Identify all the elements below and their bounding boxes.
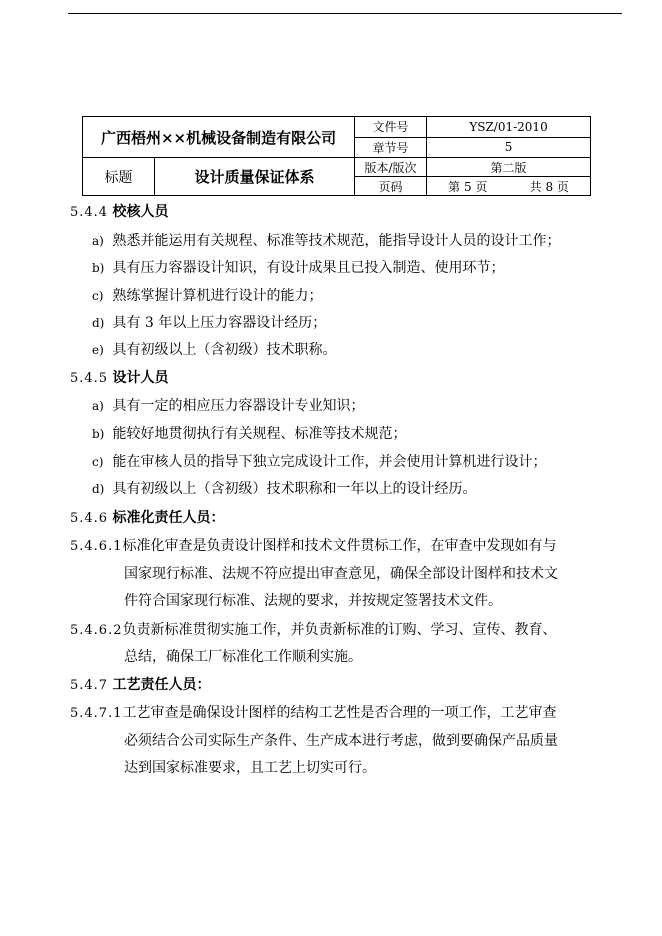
section-heading <box>70 368 169 389</box>
section-heading <box>70 508 225 529</box>
list-item: b) 能较好地贯彻执行有关规程、标准等技术规范； <box>92 426 407 442</box>
section-number: 5.4.6 <box>70 511 109 526</box>
page-label: 页码 <box>355 177 427 196</box>
page-current: 第 5 页 <box>448 179 488 194</box>
version-label: 版本/版次 <box>355 158 427 177</box>
chapter-label: 章节号 <box>355 137 427 158</box>
paragraph-number: 5.4.7.1 <box>70 706 123 721</box>
section-heading <box>70 202 169 223</box>
list-item: e) 具有初级以上（含初级）技术职称。 <box>92 342 337 358</box>
section-title: 校核人员 <box>112 204 169 220</box>
list-item: c) 熟练掌握计算机进行设计的能力； <box>92 288 323 304</box>
doc-no-label: 文件号 <box>355 117 427 138</box>
paragraph-number: 5.4.6.2 <box>70 623 123 638</box>
section-heading <box>70 675 211 696</box>
section-number: 5.4.5 <box>70 371 109 386</box>
paragraph-line: 5.4.6.1标准化审查是负责设计图样和技术文件贯标工作，在审查中发现如有与 <box>70 538 557 554</box>
company-name: 广西梧州××机械设备制造有限公司 <box>83 117 355 158</box>
chapter-value: 5 <box>427 137 591 158</box>
document-header-table <box>82 116 591 196</box>
document-title: 设计质量保证体系 <box>155 158 355 196</box>
section-number: 5.4.4 <box>70 205 109 220</box>
paragraph-line: 5.4.7.1工艺审查是确保设计图样的结构工艺性是否合理的一项工作，工艺审查 <box>70 705 557 721</box>
section-title: 工艺责任人员： <box>112 677 211 693</box>
section-title: 设计人员 <box>112 370 169 386</box>
section-title: 标准化责任人员： <box>112 510 225 526</box>
paragraph-line: 达到国家标准要求，且工艺上切实可行。 <box>124 760 376 776</box>
paragraph-line: 总结，确保工厂标准化工作顺利实施。 <box>124 649 362 665</box>
header-rule <box>68 13 622 14</box>
section-number: 5.4.7 <box>70 678 109 693</box>
list-item: a) 具有一定的相应压力容器设计专业知识； <box>92 398 365 414</box>
list-item: b) 具有压力容器设计知识，有设计成果且已投入制造、使用环节； <box>92 260 505 276</box>
paragraph-line: 国家现行标准、法规不符应提出审查意见，确保全部设计图样和技术文 <box>124 566 558 582</box>
list-item: d) 具有 3 年以上压力容器设计经历； <box>92 315 327 331</box>
paragraph-line: 必须结合公司实际生产条件、生产成本进行考虑，做到要确保产品质量 <box>124 733 558 749</box>
doc-no-value: YSZ/01-2010 <box>427 117 591 138</box>
list-item: a) 熟悉并能运用有关规程、标准等技术规范，能指导设计人员的设计工作； <box>92 233 561 249</box>
title-label: 标题 <box>83 158 155 196</box>
list-item: d) 具有初级以上（含初级）技术职称和一年以上的设计经历。 <box>92 481 477 497</box>
version-value: 第二版 <box>427 158 591 177</box>
page-info <box>427 177 591 196</box>
paragraph-line: 5.4.6.2负责新标准贯彻实施工作，并负责新标准的订购、学习、宣传、教育、 <box>70 622 557 638</box>
paragraph-number: 5.4.6.1 <box>70 539 123 554</box>
list-item: c) 能在审核人员的指导下独立完成设计工作，并会使用计算机进行设计； <box>92 454 547 470</box>
page-total: 共 8 页 <box>529 179 569 194</box>
paragraph-line: 件符合国家现行标准、法规的要求，并按规定签署技术文件。 <box>124 593 502 609</box>
